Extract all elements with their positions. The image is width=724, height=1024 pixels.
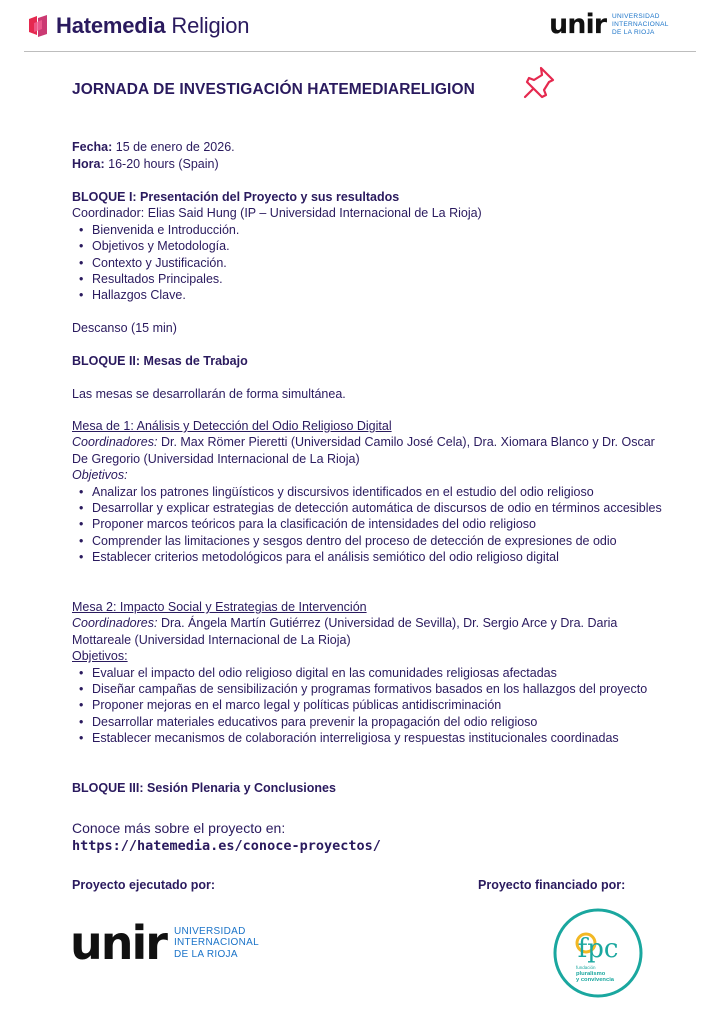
bloque-1-list (72, 222, 672, 304)
list-item: • Hallazgos Clave. (72, 287, 672, 303)
list-item: • Resultados Principales. (72, 271, 672, 287)
funded-by-label: Proyecto financiado por: (478, 878, 626, 892)
mesa-1-objectives-label: Objetivos: (72, 468, 128, 483)
list-item: • Comprender las limitaciones y sesgos dentro del proceso de detección de expresiones de odio (72, 533, 662, 549)
mesa-1 (72, 418, 662, 566)
list-item: • Diseñar campañas de sensibilización y programas formativos basados en los hallazgos del proyecto (72, 681, 662, 697)
unir-sub-line: INTERNACIONAL (173, 937, 259, 949)
brand-light: Religion (171, 13, 250, 38)
project-link[interactable]: https://hatemedia.es/conoce-proyectos/ (72, 838, 381, 854)
unir-sub-line: UNIVERSIDAD (612, 13, 660, 20)
coord-text: Dr. Max Römer Pieretti (Universidad Camilo José Cela), Dra. Xiomara Blanco y Dr. Oscar De Gregorio (Universidad Internacional de La Rioja) (72, 435, 655, 466)
mesa-1-coordinators (72, 434, 662, 467)
fpc-line-3: y convivencia (576, 977, 615, 983)
list-item: • Contexto y Justificación. (72, 255, 672, 271)
list-item: • Bienvenida e Introducción. (72, 222, 672, 238)
hora-value: 16-20 hours (Spain) (104, 157, 219, 171)
list-item: • Establecer mecanismos de colaboración interreligiosa y respuestas institucionales coordinadas (72, 730, 662, 746)
list-item: • Proponer mejoras en el marco legal y políticas públicas antidiscriminación (72, 697, 662, 713)
coord-label: Coordinadores: (72, 616, 158, 631)
fpc-line-2: pluralismo (576, 971, 606, 977)
descanso: Descanso (15 min) (72, 321, 177, 335)
page-title: JORNADA DE INVESTIGACIÓN HATEMEDIARELIGION (72, 81, 475, 98)
list-item: • Establecer criterios metodológicos para el análisis semiótico del odio religioso digital (72, 549, 662, 565)
fpc-initials: fpc (577, 934, 619, 964)
list-item: • Objetivos y Metodología. (72, 238, 672, 254)
mesa-1-title: Mesa de 1: Análisis y Detección del Odio Religioso Digital (72, 419, 392, 433)
unir-sub-line: UNIVERSIDAD (173, 925, 246, 937)
header-divider (24, 51, 696, 52)
hatemedia-logo (26, 12, 249, 40)
mesa-2-title: Mesa 2: Impacto Social y Estrategias de Intervención (72, 600, 367, 614)
unir-logo-footer (70, 917, 259, 969)
unir-sub-line: DE LA RIOJA (612, 29, 655, 36)
mesa-2-coordinators (72, 615, 662, 648)
unir-wordmark: unir (70, 916, 166, 970)
mesa-1-list (72, 484, 662, 566)
list-item: • Desarrollar y explicar estrategias de detección automática de discursos de odio en términos accesibles (72, 500, 662, 516)
list-item: • Analizar los patrones lingüísticos y discursivos identificados en el estudio del odio religioso (72, 484, 662, 500)
hora-label: Hora: (72, 157, 105, 171)
hora-line (72, 156, 219, 172)
list-item: • Desarrollar materiales educativos para prevenir la propagación del odio religioso (72, 714, 662, 730)
bloque-2-intro: Las mesas se desarrollarán de forma simultánea. (72, 387, 346, 401)
mesa-2-objectives-label: Objetivos: (72, 649, 128, 664)
unir-subtitle (174, 926, 259, 961)
fecha-line (72, 139, 235, 155)
fpc-line-1: fundación (576, 965, 596, 970)
executed-by-label: Proyecto ejecutado por: (72, 878, 216, 892)
bloque-1-heading: BLOQUE I: Presentación del Proyecto y sus resultados (72, 190, 400, 204)
unir-sub-line: DE LA RIOJA (173, 948, 238, 960)
coord-text: Dra. Ángela Martín Gutiérrez (Universidad de Sevilla), Dr. Sergio Arce y Dra. Daria Mottareale (Universidad Internacional de La Rioja) (72, 616, 618, 647)
hatemedia-logo-icon (26, 14, 50, 38)
bloque-2-heading: BLOQUE II: Mesas de Trabajo (72, 354, 248, 368)
fecha-label: Fecha: (72, 140, 113, 154)
bloque-1 (72, 189, 672, 304)
unir-sub-line: INTERNACIONAL (612, 21, 669, 28)
pushpin-icon (519, 62, 563, 102)
brand-bold: Hatemedia (56, 13, 166, 38)
mesa-2-list (72, 665, 662, 747)
list-item: • Evaluar el impacto del odio religioso digital en las comunidades religiosas afectadas (72, 665, 662, 681)
bloque-1-coordinator: Coordinador: Elias Said Hung (IP – Universidad Internacional de La Rioja) (72, 206, 482, 221)
list-item: • Proponer marcos teóricos para la clasificación de intensidades del odio religioso (72, 516, 662, 532)
unir-logo-header (549, 10, 669, 40)
cta (72, 819, 381, 855)
fpc-logo (552, 907, 644, 999)
bloque-3-heading: BLOQUE III: Sesión Plenaria y Conclusiones (72, 781, 336, 795)
fecha-value: 15 de enero de 2026. (112, 140, 235, 154)
coord-label: Coordinadores: (72, 435, 158, 450)
mesa-2 (72, 599, 662, 747)
unir-wordmark: unir (549, 9, 607, 40)
cta-text: Conoce más sobre el proyecto en: (72, 820, 286, 836)
unir-subtitle (612, 13, 669, 37)
